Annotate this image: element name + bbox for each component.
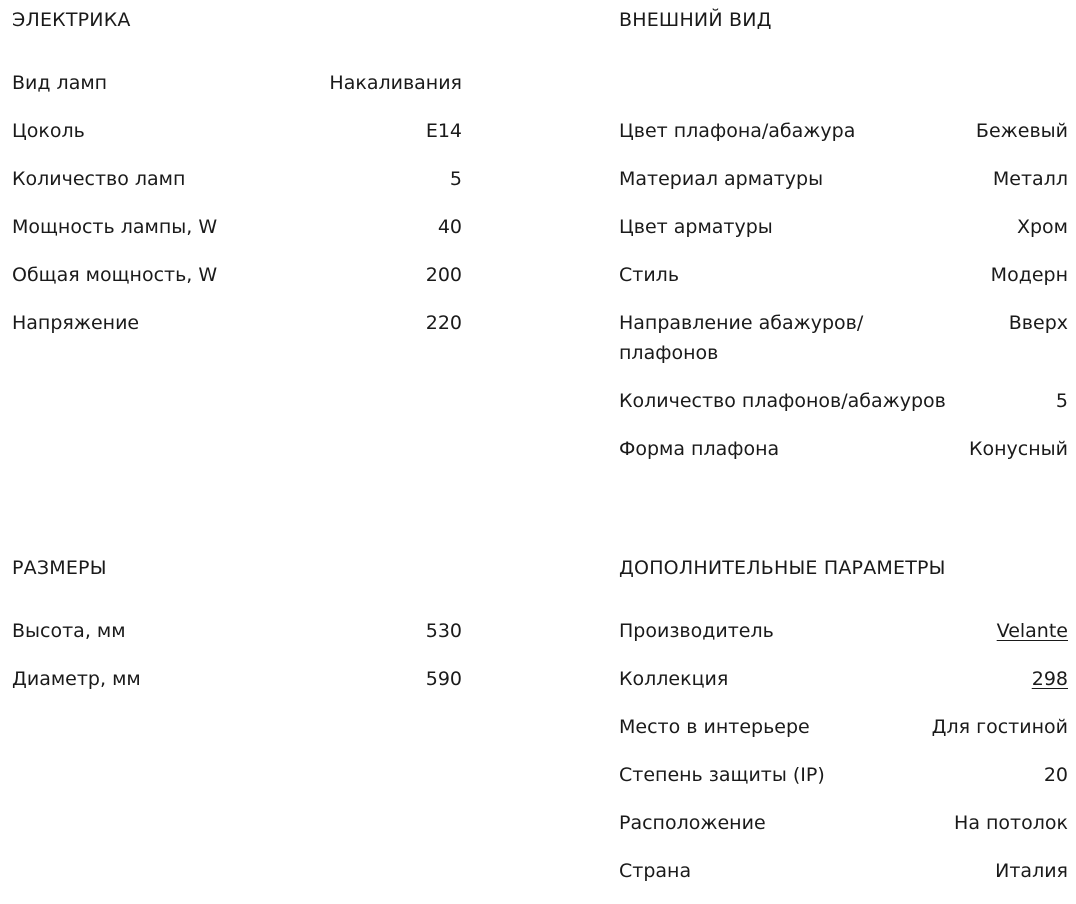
spec-row-shade-direction (619, 308, 1068, 368)
extra-spec-list (619, 616, 1068, 886)
spec-label: Форма плафона (619, 438, 780, 460)
spec-row-lamp-count (12, 164, 462, 194)
spec-row-height (12, 616, 462, 646)
spec-value: Металл (992, 168, 1068, 190)
spec-value: 220 (425, 312, 462, 334)
spec-value: 20 (1043, 764, 1068, 786)
spec-row-interior-place (619, 712, 1068, 742)
electric-section (12, 8, 462, 356)
spec-label: Коллекция (619, 668, 729, 690)
electric-section-title: ЭЛЕКТРИКА (12, 9, 131, 31)
spec-value (997, 616, 1068, 646)
spec-label: Степень защиты (IP) (619, 764, 825, 786)
extra-params-section (619, 556, 1068, 904)
spec-row-country (619, 856, 1068, 886)
spec-value: На потолок (954, 812, 1068, 834)
spec-value: E14 (425, 120, 462, 142)
collection-link[interactable]: 298 (1031, 668, 1068, 690)
spec-row-shade-color (619, 116, 1068, 146)
spec-row-total-power (12, 260, 462, 290)
spec-label: Количество ламп (12, 168, 186, 190)
spec-row-placement (619, 808, 1068, 838)
spec-label: Место в интерьере (619, 716, 810, 738)
spec-label: Диаметр, мм (12, 668, 141, 690)
spec-label: Цвет арматуры (619, 216, 773, 238)
spec-value: 5 (1055, 390, 1068, 412)
extra-params-section-title: ДОПОЛНИТЕЛЬНЫЕ ПАРАМЕТРЫ (619, 557, 946, 579)
spec-label: Цоколь (12, 120, 85, 142)
appearance-section-title: ВНЕШНИЙ ВИД (619, 9, 772, 31)
spec-label: Общая мощность, W (12, 264, 218, 286)
manufacturer-link[interactable]: Velante (996, 620, 1068, 642)
spec-label: Страна (619, 860, 692, 882)
spec-value: 530 (425, 620, 462, 642)
spec-value: Конусный (969, 438, 1068, 460)
spec-value: Хром (1016, 216, 1068, 238)
spec-label: Стиль (619, 264, 680, 286)
dimensions-section-title: РАЗМЕРЫ (12, 557, 107, 579)
spec-row-collection (619, 664, 1068, 694)
spec-label: Направление абажуров/ плафонов (619, 312, 864, 364)
spec-row-socket (12, 116, 462, 146)
spec-label: Цвет плафона/абажура (619, 120, 856, 142)
spec-label: Мощность лампы, W (12, 216, 218, 238)
spec-value: 5 (449, 168, 462, 190)
spec-value: 590 (425, 668, 462, 690)
spec-label: Производитель (619, 620, 774, 642)
spec-value (1032, 664, 1068, 694)
spec-label: Высота, мм (12, 620, 126, 642)
spec-row-frame-color (619, 212, 1068, 242)
spec-value: Для гостиной (931, 716, 1068, 738)
spec-value: Накаливания (329, 72, 462, 94)
spec-value: 200 (425, 264, 462, 286)
spec-row-shade-shape (619, 434, 1068, 464)
appearance-spec-list (619, 116, 1068, 464)
spec-row-diameter (12, 664, 462, 694)
electric-spec-list (12, 68, 462, 338)
spec-value: Италия (995, 860, 1068, 882)
spec-row-shade-count (619, 386, 1068, 416)
spec-label: Вид ламп (12, 72, 108, 94)
spec-value: Модерн (990, 264, 1068, 286)
appearance-section (619, 8, 1068, 482)
spec-value: 40 (437, 216, 462, 238)
spec-label: Материал арматуры (619, 168, 824, 190)
spec-label: Количество плафонов/абажуров (619, 390, 946, 412)
spec-value: Вверх (1008, 312, 1068, 334)
spec-row-style (619, 260, 1068, 290)
spec-label: Напряжение (12, 312, 140, 334)
spec-row-ip-rating (619, 760, 1068, 790)
spec-row-manufacturer (619, 616, 1068, 646)
spec-label: Расположение (619, 812, 766, 834)
spec-value: Бежевый (975, 120, 1068, 142)
dimensions-section (12, 556, 462, 712)
spec-row-frame-material (619, 164, 1068, 194)
spec-row-lamp-type (12, 68, 462, 98)
dimensions-spec-list (12, 616, 462, 694)
spec-row-voltage (12, 308, 462, 338)
spec-row-lamp-power (12, 212, 462, 242)
